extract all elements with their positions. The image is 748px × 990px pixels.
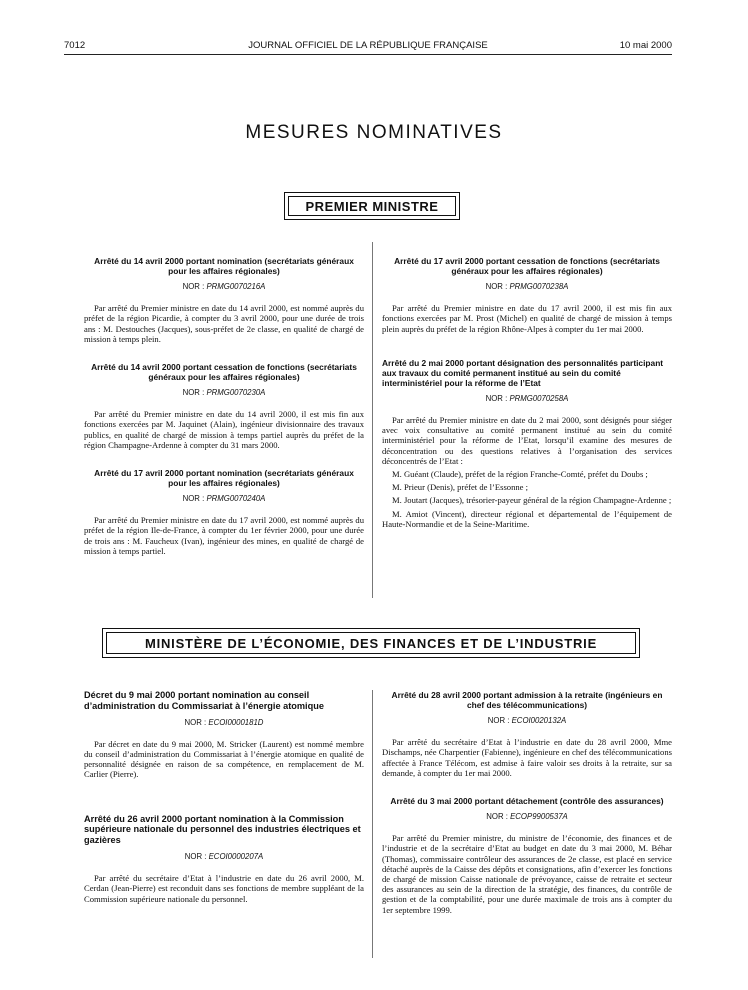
nor-code: PRMG0070216A	[206, 282, 266, 291]
article-title: Arrêté du 3 mai 2000 portant détachement (contrôle des assurances)	[390, 796, 664, 807]
nor-label: NOR :	[487, 716, 510, 725]
main-title: MESURES NOMINATIVES	[245, 122, 503, 143]
article-title: Arrêté du 17 avril 2000 portant nomination (secrétariats généraux pour les affaires régionales)	[94, 468, 354, 489]
column-divider	[372, 690, 373, 958]
nor-code: ECOI0020132A	[511, 716, 567, 725]
section-premier-ministre	[284, 192, 460, 220]
article-paragraph: M. Amiot (Vincent), directeur régional et départemental de l’équipement de Haute-Normandie et de la Seine-Maritime.	[382, 508, 672, 529]
article	[84, 690, 364, 780]
nor-reference	[84, 494, 364, 504]
article-title: Arrêté du 26 avril 2000 portant nomination à la Commission supérieure nationale du personnel des industries électriques et gazières	[84, 813, 361, 846]
nor-label: NOR :	[184, 852, 207, 861]
nor-reference	[84, 852, 364, 862]
nor-code: ECOI0000207A	[208, 852, 264, 861]
nor-label: NOR :	[485, 393, 508, 403]
nor-label: NOR :	[182, 282, 205, 291]
article-title: Arrêté du 28 avril 2000 portant admission à la retraite (ingénieurs en chef des télécommunications)	[391, 690, 663, 710]
journal-title: JOURNAL OFFICIEL DE LA RÉPUBLIQUE FRANÇAISE	[248, 40, 488, 51]
article-paragraph: M. Prieur (Denis), préfet de l’Essonne ;	[392, 482, 529, 493]
section-premier-ministre-label: PREMIER MINISTRE	[288, 196, 456, 216]
article-title: Arrêté du 17 avril 2000 portant cessation de fonctions (secrétariats généraux pour les affaires régionales)	[394, 256, 660, 276]
nor-code: PRMG0070258A	[509, 393, 569, 403]
nor-label: NOR :	[184, 717, 207, 727]
pm-right-column	[382, 256, 672, 543]
nor-code: PRMG0070240A	[206, 494, 266, 504]
article-paragraph: Par arrêté du Premier ministre en date du 2 mai 2000, sont désignés pour siéger avec voix consultative au comité permanent institué au sein du comité interministériel pour la réforme de l’Etat, lorsqu’il examine des mesures de déconcentration ou des questions relatives à l’organisation des services déconcentrés de l’Etat :	[382, 415, 672, 466]
nor-code: ECOI0000181D	[208, 717, 264, 727]
nor-reference	[382, 282, 672, 292]
article	[382, 358, 672, 529]
section-ministere-economie	[102, 628, 640, 658]
section-ministere-label: MINISTÈRE DE L’ÉCONOMIE, DES FINANCES ET DE L’INDUSTRIE	[106, 632, 636, 654]
article-title: Arrêté du 14 avril 2000 portant nomination (secrétariats généraux pour les affaires régionales)	[94, 256, 354, 276]
nor-code: ECOP9900537A	[510, 812, 568, 822]
article-paragraph: Par arrêté du Premier ministre en date du 14 avril 2000, il est mis fin aux fonctions exercées par M. Jaquinet (Alain), ingénieur divisionnaire des travaux publics, en qualité de chargé de mission à temps partiel auprès du préfet de la région Champagne-Ardenne à compter du 31 mars 2000.	[84, 409, 364, 450]
issue-date: 10 mai 2000	[619, 40, 672, 51]
article-paragraph: Par arrêté du Premier ministre en date du 17 avril 2000, est nommé auprès du préfet de la région Ile-de-France, à compter du 1er février 2000, pour une durée de trois ans : M. Faucheux (Ivan), ingénieur des mines, en qualité de chargé de mission à temps partiel.	[84, 515, 364, 556]
article	[382, 796, 672, 915]
min-right-column	[382, 690, 672, 929]
article	[84, 256, 364, 344]
article	[382, 256, 672, 334]
article	[84, 814, 364, 904]
nor-reference	[382, 394, 672, 404]
header-rule	[64, 54, 672, 55]
nor-reference	[84, 388, 364, 398]
pm-left-column	[84, 256, 364, 570]
nor-reference	[84, 718, 364, 728]
article-paragraph: M. Guéant (Claude), préfet de la région Franche-Comté, préfet du Doubs ;	[392, 469, 648, 480]
page-header	[64, 40, 672, 54]
nor-reference	[382, 812, 672, 822]
nor-reference	[382, 716, 672, 726]
article-title: Arrêté du 14 avril 2000 portant cessation de fonctions (secrétariats généraux pour les affaires régionales)	[91, 362, 357, 383]
article-paragraph: M. Joutart (Jacques), trésorier-payeur général de la région Champagne-Ardenne ;	[392, 495, 672, 506]
column-divider	[372, 242, 373, 598]
nor-code: PRMG0070230A	[206, 388, 266, 398]
nor-label: NOR :	[182, 388, 205, 398]
nor-label: NOR :	[485, 282, 508, 291]
article-title: Décret du 9 mai 2000 portant nomination au conseil d’administration du Commissariat à l’énergie atomique	[84, 690, 324, 711]
article-paragraph: Par arrêté du secrétaire d’Etat à l’industrie en date du 28 avril 2000, Mme Dischamps, née Charpentier (Fabienne), ingénieure en chef des télécommunications affectée à France Télécom, est admise à faire valoir ses droits à la retraite, sur sa demande, à compter du 1er mai 2000.	[382, 737, 672, 778]
nor-code: PRMG0070238A	[509, 282, 569, 291]
min-left-column	[84, 690, 364, 918]
article-paragraph: Par arrêté du Premier ministre, du ministre de l’économie, des finances et de l’industrie et de la secrétaire d’Etat au budget en date du 3 mai 2000, M. Béhar (Thomas), commissaire contrôleur des assurances de 2e classe, est placé en service détaché auprès de la Caisse des dépôts et consignations, afin d’exercer les fonctions de chargé de mission Caisse nationale de prévoyance, caisse de retraite et secteur des assurances au sein de la direction de la stratégie, des finances, du contrôle de gestion et de la comptabilité, pour une durée maximale de trois ans à compter du 1er septembre 1999.	[382, 833, 672, 915]
nor-reference	[84, 282, 364, 292]
page-number: 7012	[64, 40, 86, 51]
article-paragraph: Par arrêté du secrétaire d’Etat à l’industrie en date du 26 avril 2000, M. Cerdan (Jean-Pierre) est reconduit dans ses fonctions de membre suppléant de la Commission supérieure nationale du personnel.	[84, 873, 364, 904]
article-paragraph: Par arrêté du Premier ministre en date du 14 avril 2000, est nommé auprès du préfet de la région Picardie, à compter du 3 avril 2000, pour une durée de trois ans : M. Destouches (Jacques), sous-préfet de 2e classe, en qualité de chargé de mission à temps plein.	[84, 303, 364, 344]
article	[84, 468, 364, 556]
article-title: Arrêté du 2 mai 2000 portant désignation des personnalités participant aux travaux du comité permanent institué au sein du comité interministériel pour la réforme de l’Etat	[382, 357, 664, 388]
article-paragraph: Par arrêté du Premier ministre en date du 17 avril 2000, il est mis fin aux fonctions exercées par M. Prost (Michel) en qualité de chargé de mission à temps plein auprès du préfet de la région Rhône-Alpes à compter du 1er mai 2000.	[382, 303, 672, 334]
article	[382, 690, 672, 778]
article-paragraph: Par décret en date du 9 mai 2000, M. Stricker (Laurent) est nommé membre du conseil d’administration du Commissariat à l’énergie atomique en qualité de personnalité désignée en raison de sa compétence, en remplacement de M. Carlier (Pierre).	[84, 738, 364, 780]
nor-label: NOR :	[486, 812, 508, 822]
article	[84, 362, 364, 450]
nor-label: NOR :	[182, 494, 205, 504]
